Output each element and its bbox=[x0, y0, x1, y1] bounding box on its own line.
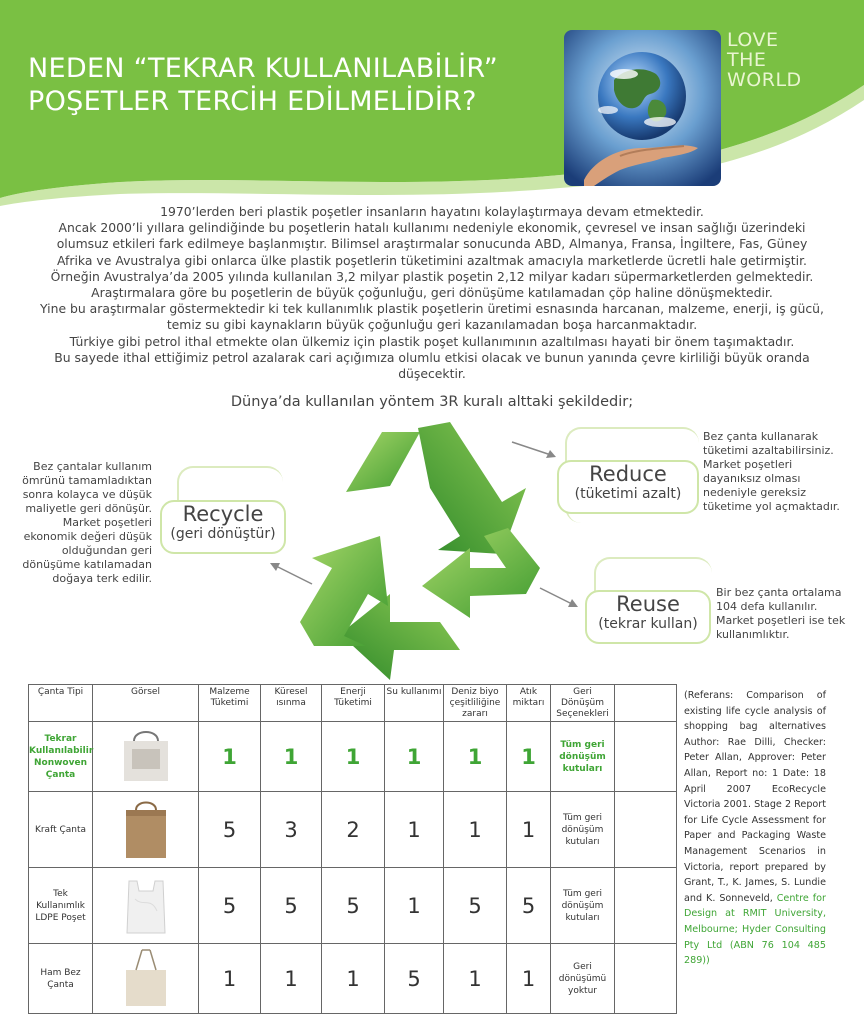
reuse-label-box bbox=[585, 590, 711, 644]
reduce-label: Reduce bbox=[589, 462, 667, 486]
table-header: Görsel bbox=[93, 685, 199, 722]
empty-cell bbox=[615, 868, 677, 944]
recycle-option: Tüm geri dönüşüm kutuları bbox=[551, 792, 615, 868]
reuse-description: Bir bez çanta ortalama 104 defa kullanılır. Market poşetleri ise tek kullanımlıktır. bbox=[716, 586, 846, 641]
empty-cell bbox=[615, 792, 677, 868]
table-cell: 1 bbox=[322, 944, 385, 1014]
table-cell: 3 bbox=[261, 792, 322, 868]
intro-line: Türkiye gibi petrol ithal etmekte olan ülkemiz için plastik poşet kullanımının azaltılması hayati bir önem taşımaktadır. bbox=[69, 333, 795, 349]
table-cell: 1 bbox=[199, 722, 261, 792]
intro-line: Bu sayede ithal ettiğimiz petrol azalarak cari açığımıza olumlu etkisi olacak ve bunun yanında çevre kirliliği büyük oranda düşecektir. bbox=[54, 349, 810, 382]
comparison-table bbox=[28, 684, 677, 1014]
reference-note bbox=[684, 688, 826, 969]
recycle-label: Recycle bbox=[182, 502, 264, 526]
intro-line: 1970’lerden beri plastik poşetler insanların hayatını kolaylaştırmaya devam etmektedir. bbox=[160, 204, 704, 219]
table-header: Su kullanımı bbox=[385, 685, 444, 722]
section-subtitle: Dünya’da kullanılan yöntem 3R kuralı alttaki şekildedir; bbox=[230, 394, 634, 410]
table-header: Enerji Tüketimi bbox=[322, 685, 385, 722]
table-cell: 5 bbox=[199, 792, 261, 868]
recycle-sub: (geri dönüştür) bbox=[170, 526, 276, 542]
table-cell: 5 bbox=[261, 868, 322, 944]
canvas-bag-image bbox=[93, 944, 199, 1014]
reference-source: Centre for Design at RMIT University, Melbourne; Hyder Consulting Pty Ltd (ABN 76 104 485 289)) bbox=[684, 892, 826, 967]
table-cell: 5 bbox=[199, 868, 261, 944]
table-cell: 1 bbox=[507, 944, 551, 1014]
table-cell: 1 bbox=[261, 722, 322, 792]
table-header: Geri Dönüşüm Seçenekleri bbox=[551, 685, 615, 722]
recycle-description: Bez çantalar kullanım ömrünü tamamladıktan sonra kolayca ve düşük maliyetle geri dönüşür. Market poşetleri ekonomik değeri düşük olduğundan geri dönüşüme katılamadan doğaya terk edilir. bbox=[22, 460, 152, 585]
table-header: Atık miktarı bbox=[507, 685, 551, 722]
table-cell: 1 bbox=[444, 944, 507, 1014]
recycle-arrow-icon bbox=[266, 560, 316, 588]
recycle-label-box bbox=[160, 500, 286, 554]
table-header: Deniz biyo çeşitliliğine zararı bbox=[444, 685, 507, 722]
reduce-label-box bbox=[557, 460, 699, 514]
table-header: Malzeme Tüketimi bbox=[199, 685, 261, 722]
table-row bbox=[29, 944, 677, 1014]
recycle-option: Tüm geri dönüşüm kutuları bbox=[551, 722, 615, 792]
intro-line: Araştırmalara göre bu poşetlerin de büyük çoğunluğu, geri dönüşüme katılamadan çöp haline dönüşmektedir. bbox=[91, 285, 773, 301]
intro-line: Ancak 2000’li yıllara gelindiğinde bu poşetlerin hatalı kullanımı nedeniyle ekonomik, çevresel ve insan sağlığı üzerindeki olumsuz etkileri fark edilmeye başlanmıştır. Bilimsel araştırmalar sonucunda ABD, Almanya, Fransa, İngiltere, Fas, Güney Afrika ve Avustralya gibi onlarca ülke plastik poşetlerin tüketimini azaltmak amacıyla marketlerde ücretli hale getirmiştir. bbox=[56, 220, 808, 268]
reduce-arrow-icon bbox=[510, 440, 560, 462]
brand-logo-text: LOVE THE WORLD bbox=[727, 29, 802, 91]
title-line-1: NEDEN “TEKRAR KULLANILABİLİR” bbox=[28, 53, 499, 84]
nonwoven-bag-image bbox=[93, 722, 199, 792]
empty-cell bbox=[615, 722, 677, 792]
table-cell: 1 bbox=[444, 792, 507, 868]
reuse-sub: (tekrar kullan) bbox=[598, 616, 698, 632]
ldpe-bag-image bbox=[93, 868, 199, 944]
table-cell: 1 bbox=[322, 722, 385, 792]
table-header: Küresel ısınma bbox=[261, 685, 322, 722]
table-cell: 1 bbox=[444, 722, 507, 792]
table-row bbox=[29, 792, 677, 868]
table-cell: 5 bbox=[322, 868, 385, 944]
page-title bbox=[28, 52, 498, 118]
reuse-label: Reuse bbox=[616, 592, 680, 616]
recycle-option: Geri dönüşümü yoktur bbox=[551, 944, 615, 1014]
table-cell: 1 bbox=[507, 792, 551, 868]
table-header-row bbox=[29, 685, 677, 722]
bag-type: Tekrar Kullanılabilir Nonwoven Çanta bbox=[29, 722, 93, 792]
table-cell: 5 bbox=[444, 868, 507, 944]
table-cell: 1 bbox=[507, 722, 551, 792]
bag-type: Kraft Çanta bbox=[29, 792, 93, 868]
empty-cell bbox=[615, 944, 677, 1014]
bag-type: Ham Bez Çanta bbox=[29, 944, 93, 1014]
table-row bbox=[29, 868, 677, 944]
table-header bbox=[615, 685, 677, 722]
intro-line: Yine bu araştırmalar göstermektedir ki tek kullanımlık plastik poşetlerin üretimi esnasında harcanan, malzeme, enerji, iş gücü, temiz su gibi kaynakların büyük çoğunluğu geri kazanılamadan boşa harcanmaktadır. bbox=[40, 301, 824, 333]
table-cell: 1 bbox=[261, 944, 322, 1014]
reduce-description: Bez çanta kullanarak tüketimi azaltabilirsiniz. Market poşetleri dayanıksız olması nedeniyle gereksiz tüketime yol açmaktadır. bbox=[703, 430, 840, 513]
table-cell: 1 bbox=[385, 722, 444, 792]
table-cell: 5 bbox=[507, 868, 551, 944]
table-cell: 1 bbox=[385, 792, 444, 868]
title-line-2: POŞETLER TERCİH EDİLMELİDİR? bbox=[28, 86, 477, 117]
table-cell: 5 bbox=[385, 944, 444, 1014]
table-row bbox=[29, 722, 677, 792]
table-cell: 1 bbox=[199, 944, 261, 1014]
table-cell: 2 bbox=[322, 792, 385, 868]
kraft-bag-image bbox=[93, 792, 199, 868]
reuse-arrow-icon bbox=[538, 586, 582, 610]
table-cell: 1 bbox=[385, 868, 444, 944]
intro-line: Örneğin Avustralya’da 2005 yılında kullanılan 3,2 milyar plastik poşetin 2,12 milyar kadarı süpermarketlerden gelmektedir. bbox=[50, 268, 814, 284]
reduce-sub: (tüketimi azalt) bbox=[574, 486, 682, 502]
recycle-option: Tüm geri dönüşüm kutuları bbox=[551, 868, 615, 944]
reference-text: (Referans: Comparison of existing life cycle analysis of shopping bag alternatives Author: Rae Dilli, Checker: Peter Allan, Approver: Peter Allan, Report no: 1 Date: 18 April 2007 EcoRecycle Victoria 2001. Stage 2 Report for Life Cycle Assessment for Paper and Packaging Waste Management Scenarios in Victoria, report prepared by Grant, T., K. James, S. Lundie and K. Sonneveld, bbox=[684, 690, 826, 904]
bag-type: Tek Kullanımlık LDPE Poşet bbox=[29, 868, 93, 944]
earth-hand-image bbox=[564, 30, 721, 186]
intro-text bbox=[40, 204, 824, 382]
table-header: Çanta Tipi bbox=[29, 685, 93, 722]
